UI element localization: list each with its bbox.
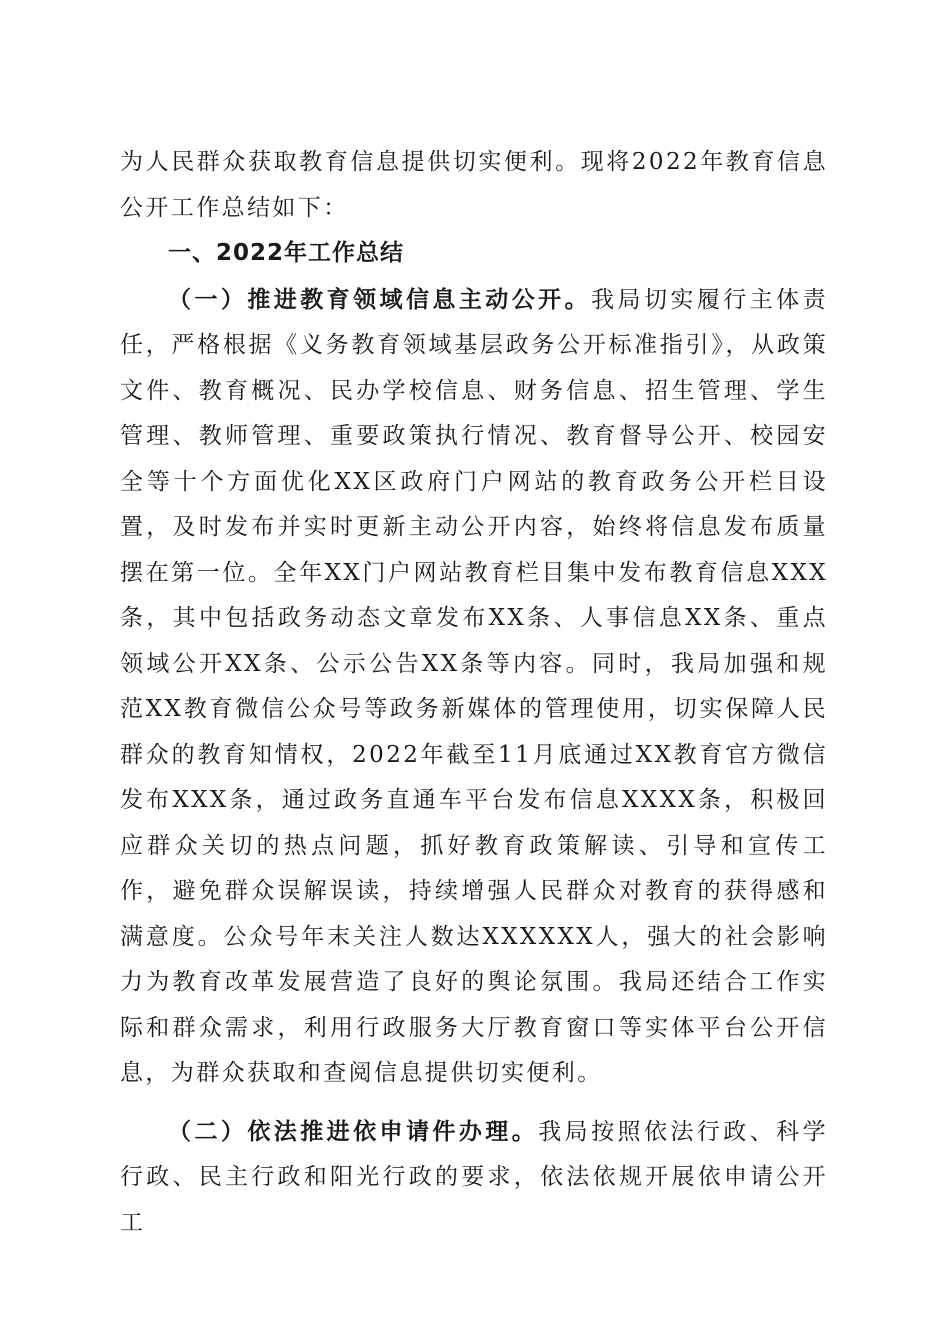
subsection-1-lead: （一）推进教育领域信息主动公开。 (168, 285, 592, 313)
subsection-2-paragraph (120, 1109, 828, 1247)
subsection-1-body: 我局切实履行主体责任，严格根据《义务教育领域基层政务公开标准指引》，从政策文件、教育概况、民办学校信息、财务信息、招生管理、学生管理、教师管理、重要政策执行情况、教育督导公开、校园安全等十个方面优化XX区政府门户网站的教育政务公开栏目设置，及时发布并实时更新主动公开内容，始终将信息发布质量摆在第一位。全年XX门户网站教育栏目集中发布教育信息XXX条，其中包括政务动态文章发布XX条、人事信息XX条、重点领域公开XX条、公示公告XX条等内容。同时，我局加强和规范XX教育微信公众号等政务新媒体的管理使用，切实保障人民群众的教育知情权，2022年截至11月底通过XX教育官方微信发布XXX条，通过政务直通车平台发布信息XXXX条，积极回应群众关切的热点问题，抓好教育政策解读、引导和宣传工作，避免群众误解误读，持续增强人民群众对教育的获得感和满意度。公众号年末关注人数达XXXXXX人，强大的社会影响力为教育改革发展营造了良好的舆论氛围。我局还结合工作实际和群众需求，利用行政服务大厅教育窗口等实体平台公开信息，为群众获取和查阅信息提供切实便利。 (120, 286, 828, 1086)
subsection-2-body: 我局按照依法行政、科学行政、民主行政和阳光行政的要求，依法依规开展依申请公开工 (120, 1118, 828, 1236)
subsection-1-paragraph (120, 277, 828, 1097)
document-body (120, 140, 828, 1246)
subsection-2-lead: （二）依法推进依申请件办理。 (168, 1117, 539, 1145)
intro-paragraph: 为人民群众获取教育信息提供切实便利。现将2022年教育信息公开工作总结如下： (120, 149, 828, 221)
section-heading: 一、2022年工作总结 (168, 240, 405, 266)
